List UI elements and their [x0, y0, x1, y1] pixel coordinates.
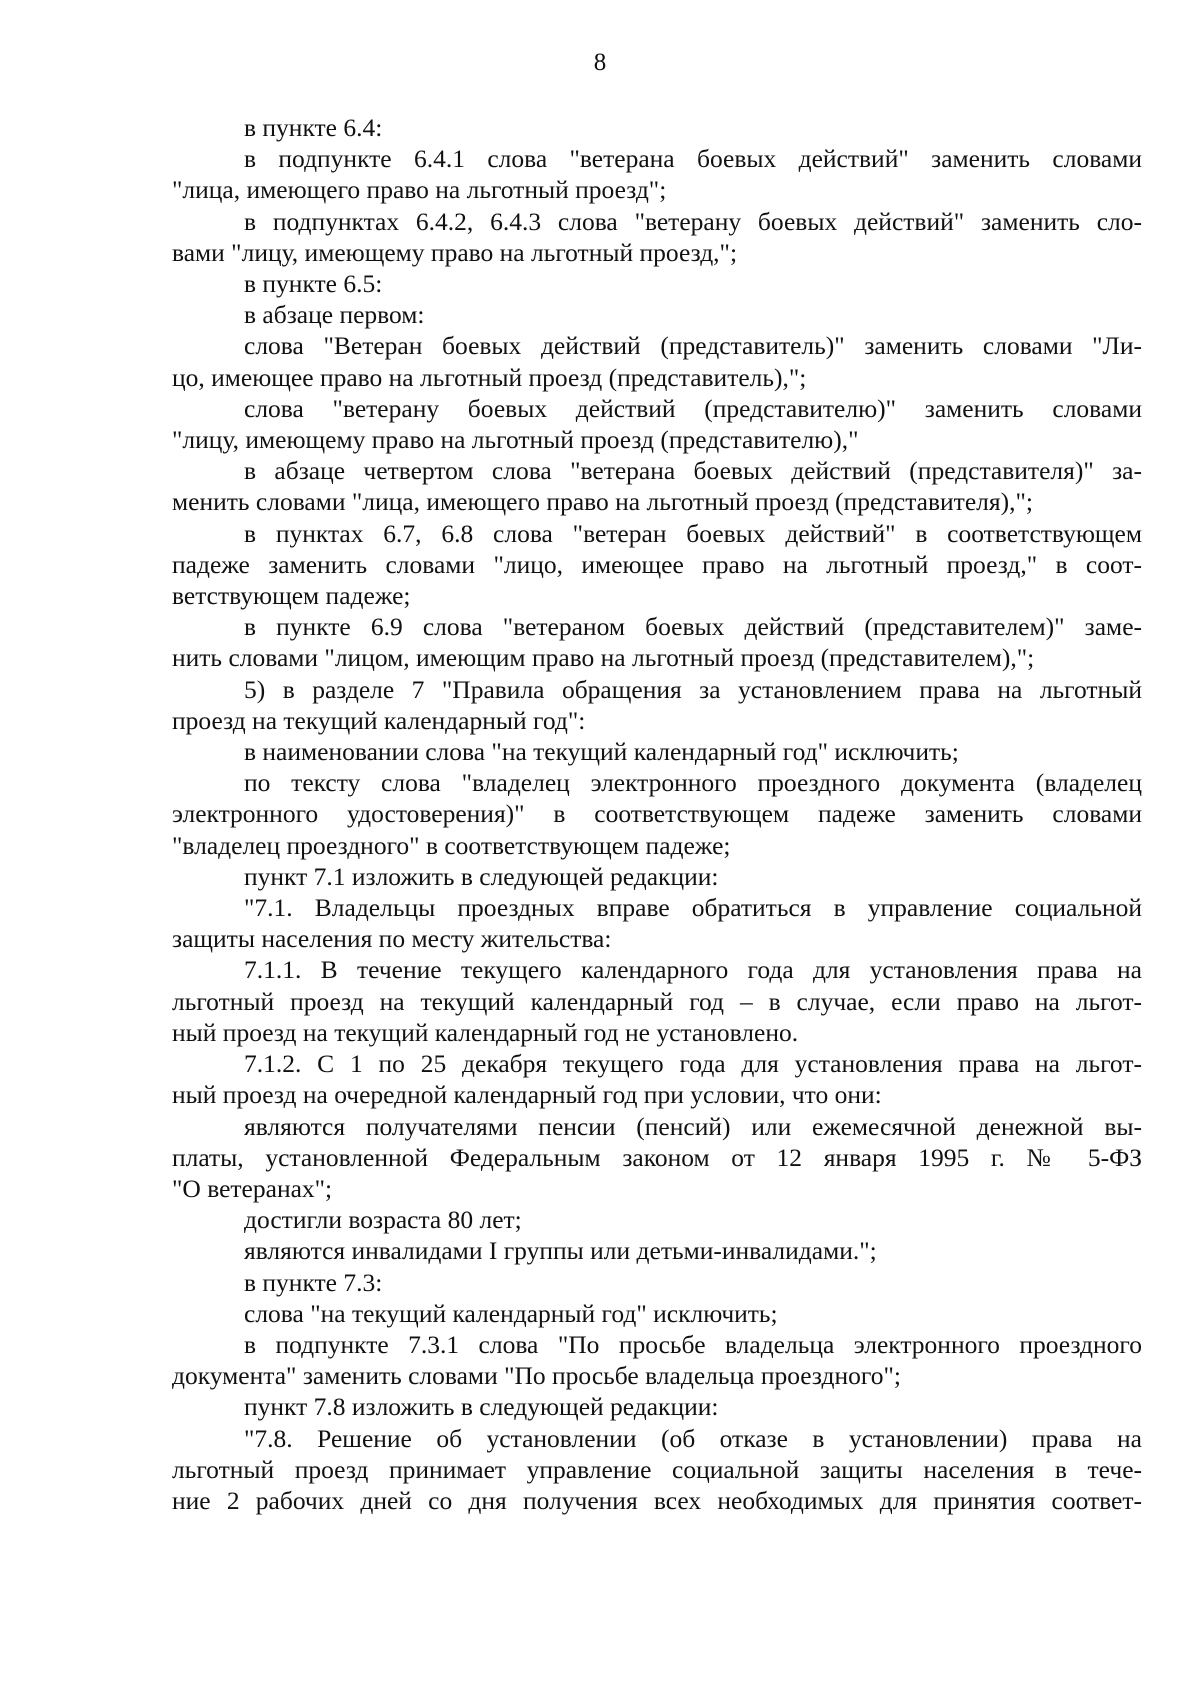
- text-line: вами "лицу, имеющему право на льготный проезд,";: [172, 237, 738, 267]
- text-line: нить словами "лицом, имеющим право на льготный проезд (представителем),";: [172, 643, 1035, 673]
- text-line: в подпункте 7.3.1 слова "По просьбе владельца электронного проездного: [244, 1329, 1142, 1359]
- text-line: слова "на текущий календарный год" исключить;: [244, 1298, 778, 1328]
- text-line: в пункте 7.3:: [244, 1267, 383, 1297]
- text-line: слова "Ветеран боевых действий (представитель)" заменить словами "Ли-: [244, 331, 1142, 361]
- text-line: льготный проезд на текущий календарный год – в случае, если право на льгот-: [172, 986, 1142, 1016]
- text-line: ние 2 рабочих дней со дня получения всех необходимых для принятия соответ-: [172, 1485, 1142, 1515]
- text-line: в пункте 6.9 слова "ветераном боевых действий (представителем)" заме-: [244, 612, 1142, 642]
- text-line: в абзаце первом:: [244, 300, 425, 330]
- text-line: в пункте 6.4:: [244, 113, 383, 142]
- page-number: 8: [593, 49, 607, 76]
- text-line: платы, установленной Федеральным законом от 12 января 1995 г. № 5-ФЗ: [172, 1142, 1142, 1172]
- text-line: пункт 7.1 изложить в следующей редакции:: [244, 861, 719, 891]
- text-line: ный проезд на текущий календарный год не установлено.: [172, 1017, 799, 1047]
- text-line: "лица, имеющего право на льготный проезд";: [172, 175, 667, 205]
- text-line: в подпунктах 6.4.2, 6.4.3 слова "ветерану боевых действий" заменить сло-: [244, 206, 1142, 236]
- text-line: "О ветеранах";: [172, 1173, 333, 1203]
- text-line: являются получателями пенсии (пенсий) или ежемесячной денежной вы-: [244, 1111, 1142, 1141]
- text-line: "7.1. Владельцы проездных вправе обратиться в управление социальной: [244, 893, 1142, 923]
- text-line: 5) в разделе 7 "Правила обращения за установлением права на льготный: [244, 674, 1142, 704]
- text-line: в пунктах 6.7, 6.8 слова "ветеран боевых действий" в соответствующем: [244, 518, 1142, 548]
- text-line: цо, имеющее право на льготный проезд (представитель),";: [172, 362, 807, 392]
- text-line: в подпункте 6.4.1 слова "ветерана боевых действий" заменить словами: [244, 144, 1142, 174]
- text-line: 7.1.1. В течение текущего календарного года для установления права на: [244, 955, 1142, 985]
- text-line: в абзаце четвертом слова "ветерана боевых действий (представителя)" за-: [244, 456, 1142, 486]
- text-line: являются инвалидами I группы или детьми-инвалидами.";: [244, 1236, 877, 1266]
- text-line: слова "ветерану боевых действий (представителю)" заменить словами: [244, 393, 1142, 423]
- text-line: 7.1.2. С 1 по 25 декабря текущего года для установления права на льгот-: [244, 1049, 1142, 1079]
- text-line: менить словами "лица, имеющего право на льготный проезд (представителя),";: [172, 487, 1033, 517]
- text-line: достигли возраста 80 лет;: [244, 1205, 522, 1235]
- text-line: льготный проезд принимает управление социальной защиты населения в тече-: [172, 1454, 1142, 1484]
- text-line: электронного удостоверения)" в соответствующем падеже заменить словами: [172, 799, 1142, 829]
- text-line: падеже заменить словами "лицо, имеющее право на льготный проезд," в соот-: [172, 549, 1142, 579]
- text-line: в пункте 6.5:: [244, 269, 383, 299]
- text-line: документа" заменить словами "По просьбе владельца проездного";: [172, 1361, 901, 1391]
- text-line: ный проезд на очередной календарный год при условии, что они:: [172, 1080, 882, 1110]
- text-line: "7.8. Решение об установлении (об отказе в установлении) права на: [244, 1423, 1142, 1453]
- text-line: защиты населения по месту жительства:: [172, 924, 612, 954]
- text-line: "лицу, имеющему право на льготный проезд (представителю),": [172, 425, 859, 455]
- text-line: по тексту слова "владелец электронного проездного документа (владелец: [244, 768, 1142, 798]
- text-line: пункт 7.8 изложить в следующей редакции:: [244, 1392, 719, 1422]
- text-line: проезд на текущий календарный год":: [172, 705, 586, 735]
- text-line: в наименовании слова "на текущий календарный год" исключить;: [244, 737, 959, 767]
- text-line: ветствующем падеже;: [172, 581, 411, 611]
- document-body: [172, 112, 1142, 1516]
- text-line: "владелец проездного" в соответствующем падеже;: [172, 830, 731, 860]
